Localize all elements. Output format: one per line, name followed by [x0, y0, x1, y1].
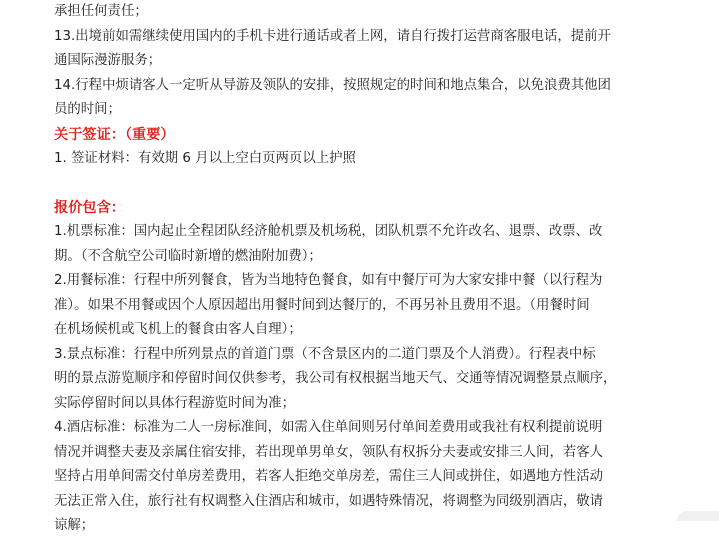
- note-item-13-line-1: 13.出境前如需继续使用国内的手机卡进行通话或者上网，请自行拨打运营商客服电话，提前开: [54, 28, 611, 44]
- document-body: [54, 0, 672, 539]
- note-item-13-line-2: 通国际漫游服务；: [54, 53, 162, 68]
- price-item-3-line-1: 3.景点标准：行程中所列景点的首道门票（不含景区内的二道门票及个人消费）。行程表中标: [54, 346, 596, 362]
- price-includes-heading: 报价包含：: [54, 199, 125, 216]
- price-item-1-line-2: 期。（不含航空公司临时新增的燃油附加费）；: [54, 248, 322, 264]
- page-corner-shadow: [677, 511, 719, 521]
- price-item-1-line-1: 1.机票标准：国内起止全程团队经济舱机票及机场税，团队机票不允许改名、退票、改票、改: [54, 224, 603, 239]
- price-item-3-line-2: 明的景点游览顺序和停留时间仅供参考，我公司有权根据当地天气、交通等情况调整景点顺序，: [54, 371, 617, 386]
- note-item-14-line-2: 员的时间；: [54, 102, 121, 117]
- price-item-4-line-5: 谅解；: [54, 518, 95, 533]
- price-item-4-line-1: 4.酒店标准：标准为二人一房标准间，如需入住单间则另付单间差费用或我社有权利提前说明: [54, 420, 603, 435]
- section-spacer: [54, 172, 672, 196]
- visa-item-1: 1. 签证材料：有效期 6 月以上空白页两页以上护照: [54, 151, 356, 166]
- price-item-2-line-3: 在机场候机或飞机上的餐食由客人自理）；: [54, 322, 302, 337]
- previous-item-tail: 承担任何责任；: [54, 4, 148, 19]
- price-item-4-line-3: 坚持占用单间需交付单房差费用，若客人拒绝交单房差，需住三人间或拼住，如遇地方性活动: [54, 469, 604, 484]
- price-item-4-line-4: 无法正常入住，旅行社有权调整入住酒店和城市，如遇特殊情况，将调整为同级别酒店，敬请: [54, 493, 604, 509]
- price-item-2-line-2: 准）。如果不用餐或因个人原因超出用餐时间到达餐厅的，不再另补且费用不退。（用餐时间: [54, 297, 590, 313]
- price-item-2-line-1: 2.用餐标准：行程中所列餐食，皆为当地特色餐食，如有中餐厅可为大家安排中餐（以行程为: [54, 273, 603, 288]
- price-item-4-line-2: 情况并调整夫妻及亲属住宿安排，若出现单男单女，领队有权拆分夫妻或安排三人间，若客人: [54, 444, 604, 460]
- note-item-14-line-1: 14.行程中烦请客人一定听从导游及领队的安排，按照规定的时间和地点集合，以免浪费其他团: [54, 77, 611, 93]
- visa-section-heading: 关于签证：（重要）: [54, 126, 175, 143]
- price-item-3-line-3: 实际停留时间以具体行程游览时间为准；: [54, 395, 296, 411]
